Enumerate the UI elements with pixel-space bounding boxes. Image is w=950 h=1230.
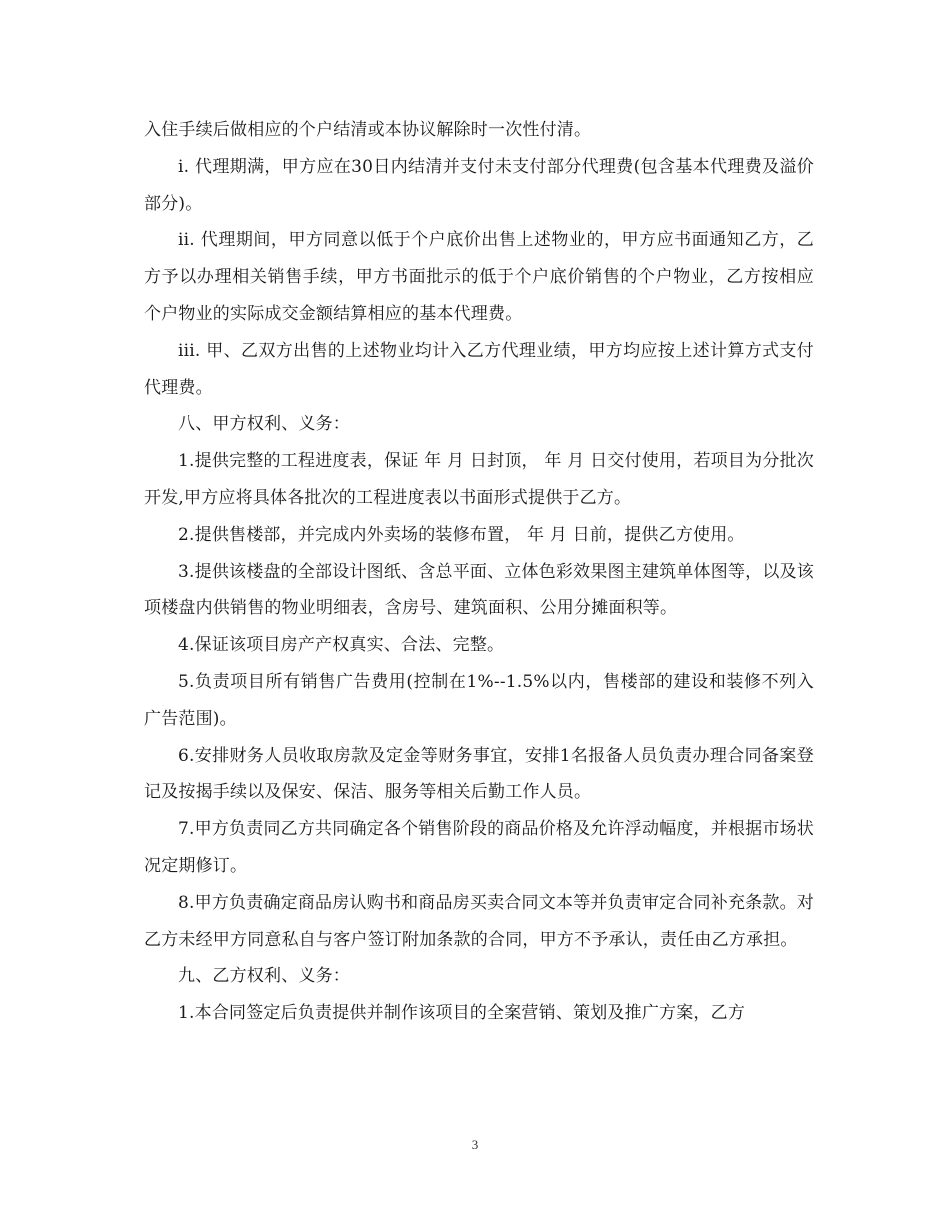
- paragraph-clause-i: i. 代理期满，甲方应在30日内结清并支付未支付部分代理费(包含基本代理费及溢价部分)。: [144, 156, 814, 214]
- paragraph-party-a-item-3: 3.提供该楼盘的全部设计图纸、含总平面、立体色彩效果图主建筑单体图等，以及该项楼盘内供销售的物业明细表，含房号、建筑面积、公用分摊面积等。: [144, 561, 814, 619]
- paragraph-party-a-item-4: 4.保证该项目房产产权真实、合法、完整。: [178, 635, 505, 656]
- paragraph-clause-iii: iii. 甲、乙双方出售的上述物业均计入乙方代理业绩，甲方均应按上述计算方式支付代理费。: [144, 340, 814, 398]
- document-body: [144, 112, 814, 1032]
- section-heading-party-a: 八、甲方权利、义务：: [178, 414, 350, 435]
- paragraph-party-a-item-6: 6.安排财务人员收取房款及定金等财务事宜，安排1名报备人员负责办理合同备案登记及按揭手续以及保安、保洁、服务等相关后勤工作人员。: [144, 745, 814, 803]
- paragraph-clause-ii: ii. 代理期间，甲方同意以低于个户底价出售上述物业的，甲方应书面通知乙方，乙方予以办理相关销售手续，甲方书面批示的低于个户底价销售的个户物业，乙方按相应个户物业的实际成交金额结算相应的基本代理费。: [144, 230, 814, 324]
- page-number: 3: [471, 1137, 479, 1152]
- paragraph-party-a-item-8: 8.甲方负责确定商品房认购书和商品房买卖合同文本等并负责审定合同补充条款。对乙方未经甲方同意私自与客户签订附加条款的合同，甲方不予承认，责任由乙方承担。: [144, 892, 814, 950]
- paragraph-continuation: 入住手续后做相应的个户结清或本协议解除时一次性付清。: [144, 120, 592, 140]
- paragraph-party-a-item-2: 2.提供售楼部，并完成内外卖场的装修布置， 年 月 日前，提供乙方使用。: [178, 524, 745, 545]
- paragraph-party-a-item-5: 5.负责项目所有销售广告费用(控制在1%--1.5%以内，售楼部的建设和装修不列入广告范围)。: [144, 671, 814, 729]
- paragraph-party-b-item-1: 1.本合同签定后负责提供并制作该项目的全案营销、策划及推广方案，乙方: [178, 1003, 746, 1024]
- paragraph-party-a-item-7: 7.甲方负责同乙方共同确定各个销售阶段的商品价格及允许浮动幅度，并根据市场状况定期修订。: [144, 819, 814, 876]
- section-heading-party-b: 九、乙方权利、义务：: [178, 966, 350, 987]
- paragraph-party-a-item-1: 1.提供完整的工程进度表，保证 年 月 日封顶， 年 月 日交付使用，若项目为分批次开发,甲方应将具体各批次的工程进度表以书面形式提供于乙方。: [144, 451, 814, 508]
